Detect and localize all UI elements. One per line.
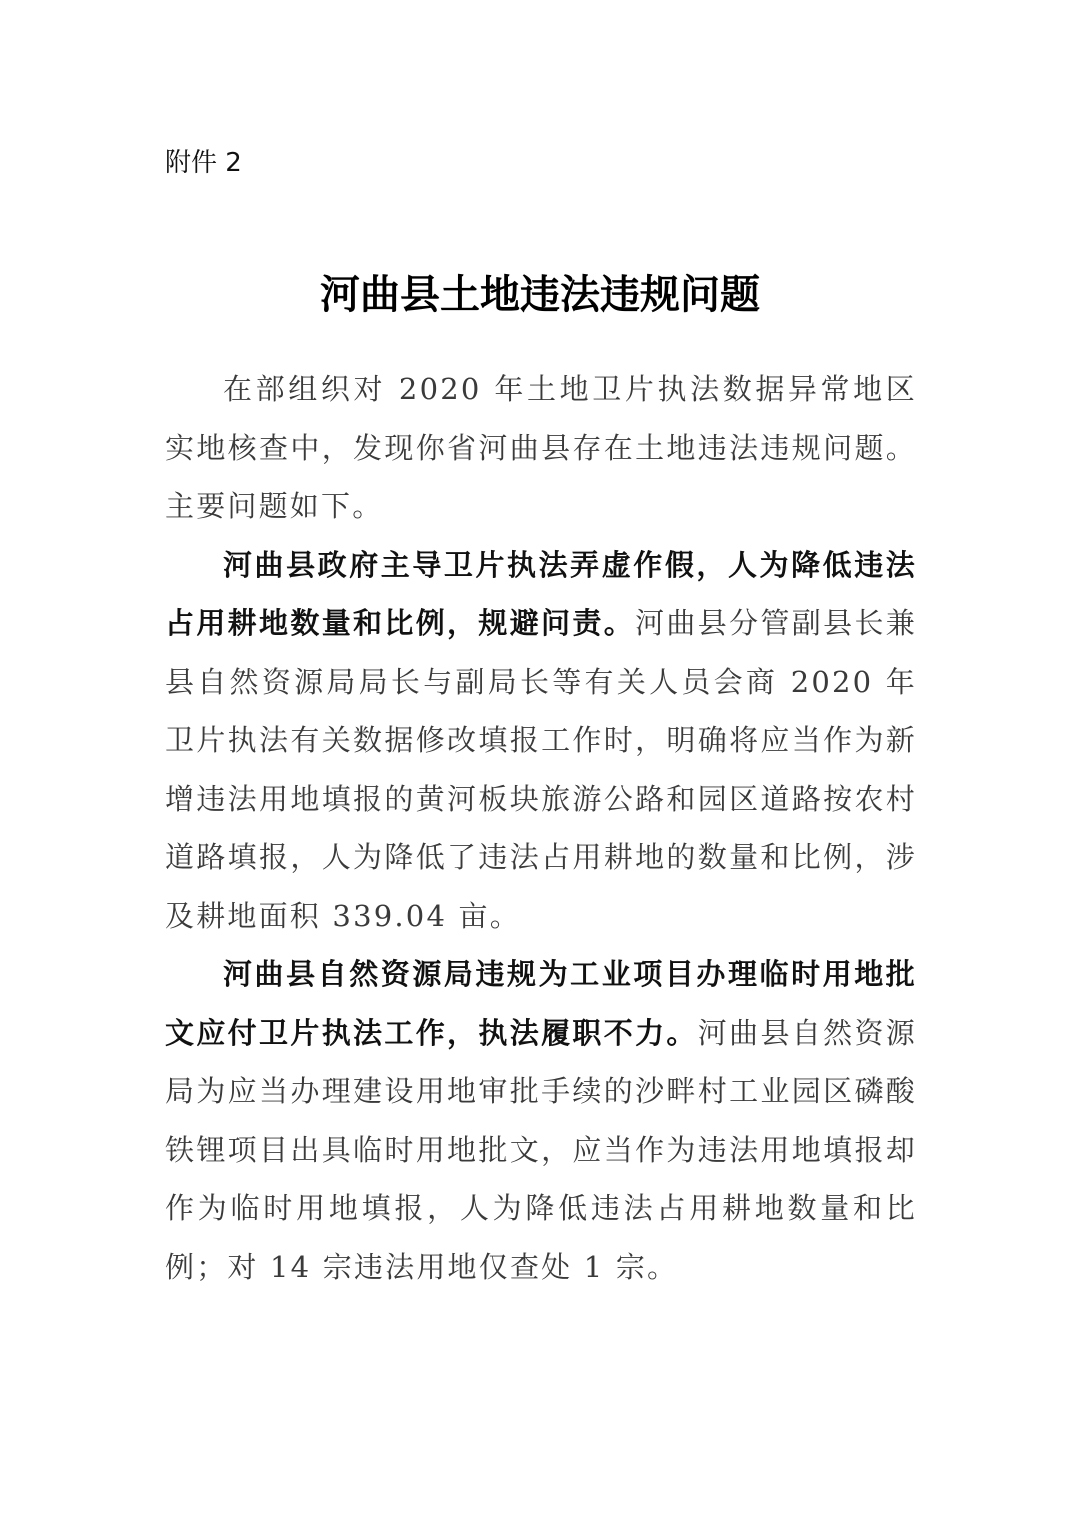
paragraph-intro	[165, 360, 917, 536]
paragraph-lead-heading: 河曲县政府主导卫片执法弄虚作假，人为降低违法占用耕地数量和比例，规避问责。	[165, 547, 917, 640]
document-title: 河曲县土地违法违规问题	[320, 271, 760, 318]
document-body	[165, 360, 917, 1296]
attachment-label: 附件 2	[165, 148, 242, 178]
paragraph-issue-1	[165, 536, 917, 946]
paragraph-text: 在部组织对 2020 年土地卫片执法数据异常地区实地核查中，发现你省河曲县存在土地违法违规问题。主要问题如下。	[165, 372, 917, 523]
paragraph-lead-heading: 河曲县自然资源局违规为工业项目办理临时用地批文应付卫片执法工作，执法履职不力。	[165, 957, 917, 1050]
paragraph-issue-2	[165, 945, 917, 1296]
paragraph-text: 河曲县分管副县长兼县自然资源局局长与副局长等有关人员会商 2020 年卫片执法有关数据修改填报工作时，明确将应当作为新增违法用地填报的黄河板块旅游公路和园区道路按农村道路填报，人为降低了违法占用耕地的数量和比例，涉及耕地面积 339.04 亩。	[165, 606, 917, 933]
paragraph-text: 河曲县自然资源局为应当办理建设用地审批手续的沙畔村工业园区磷酸铁锂项目出具临时用地批文，应当作为违法用地填报却作为临时用地填报，人为降低违法占用耕地数量和比例；对 14 宗违法用地仅查处 1 宗。	[165, 1015, 917, 1284]
